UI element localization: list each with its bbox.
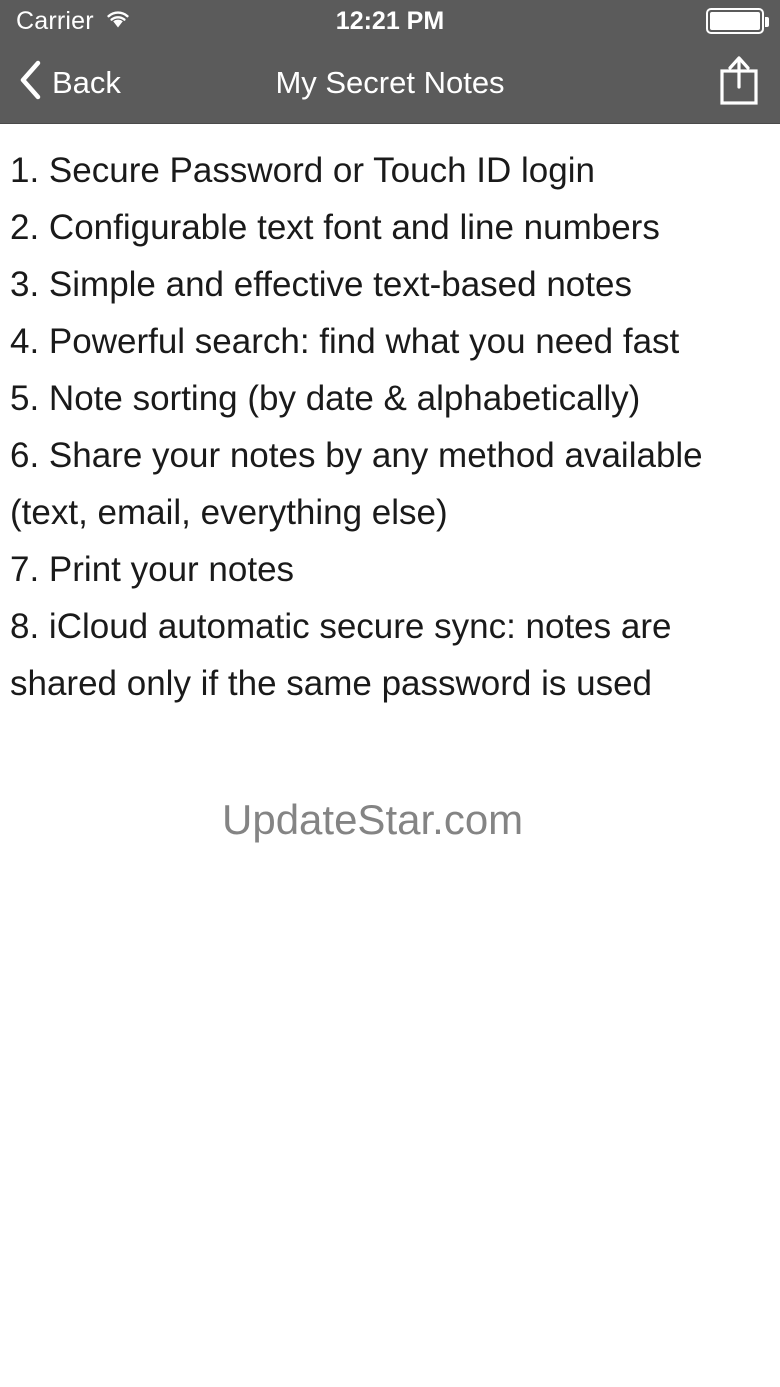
note-line: 2. Configurable text font and line numbers <box>10 208 660 247</box>
back-button[interactable] <box>18 59 121 106</box>
chevron-left-icon <box>18 59 44 106</box>
note-line: 8. iCloud automatic secure sync: notes are <box>10 607 672 646</box>
note-line: 6. Share your notes by any method available <box>10 436 703 475</box>
note-line: 1. Secure Password or Touch ID login <box>10 151 595 190</box>
note-line: (text, email, everything else) <box>10 493 448 532</box>
battery-fill <box>710 12 760 30</box>
wifi-icon <box>104 8 132 35</box>
note-text-area[interactable] <box>0 124 780 1387</box>
note-line: 5. Note sorting (by date & alphabetically) <box>10 379 641 418</box>
note-line: 4. Powerful search: find what you need fast <box>10 322 680 361</box>
status-time: 12:21 PM <box>335 7 445 35</box>
watermark: UpdateStar.com <box>222 796 524 843</box>
carrier-label: Carrier <box>16 6 94 35</box>
note-line: shared only if the same password is used <box>10 664 652 703</box>
page-title: My Secret Notes <box>275 64 505 100</box>
note-line: 3. Simple and effective text-based notes <box>10 265 632 304</box>
status-bar-right <box>706 8 764 34</box>
back-button-label: Back <box>52 64 121 100</box>
share-icon <box>716 53 762 112</box>
battery-full-icon <box>706 8 764 34</box>
note-line: 7. Print your notes <box>10 550 295 589</box>
status-bar <box>0 0 780 42</box>
navigation-bar <box>0 42 780 124</box>
share-button[interactable] <box>716 53 762 112</box>
status-bar-left <box>16 7 132 36</box>
